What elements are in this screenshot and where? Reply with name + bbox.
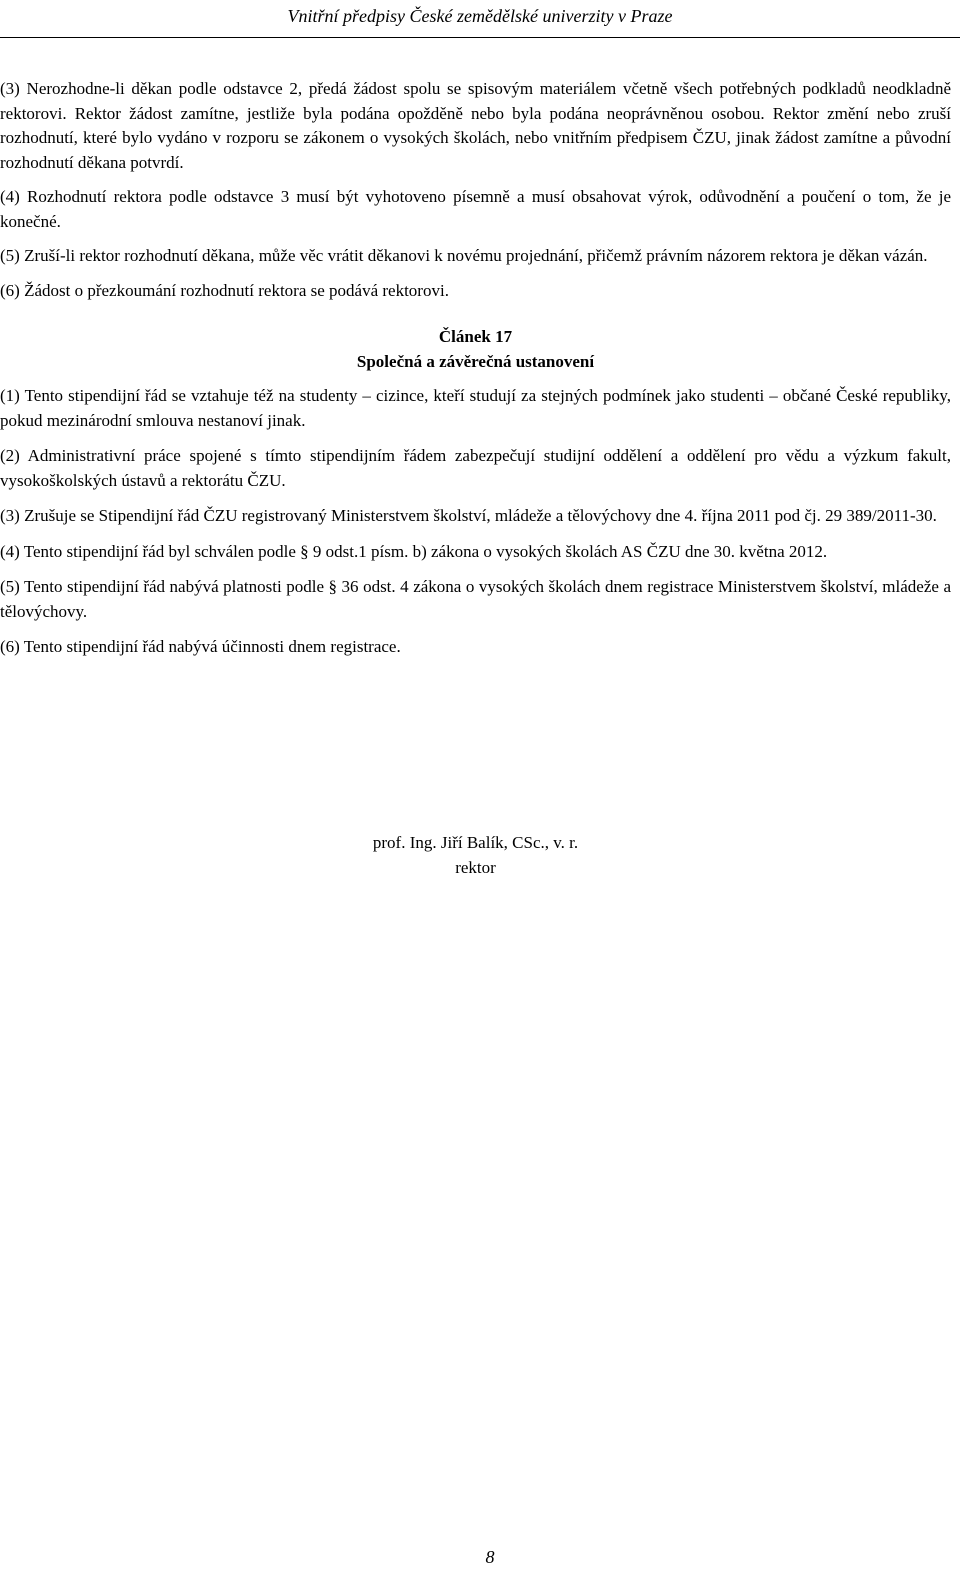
article-paragraph-2: (2) Administrativní práce spojené s tímto stipendijním řádem zabezpečují studijní oddělení a oddělení pro vědu a výzkum fakult, vysokoškolských ústavů a rektorátu ČZU. [0, 446, 951, 490]
article-number: Článek 17 [438, 327, 513, 346]
paragraph-4: (4) Rozhodnutí rektora podle odstavce 3 musí být vyhotoveno písemně a musí obsahovat výrok, odůvodnění a poučení o tom, že je konečné. [0, 187, 951, 231]
article-paragraph-6: (6) Tento stipendijní řád nabývá účinnosti dnem registrace. [0, 637, 401, 656]
article-heading [0, 325, 951, 374]
article-paragraph-3: (3) Zrušuje se Stipendijní řád ČZU registrovaný Ministerstvem školství, mládeže a tělovýchovy dne 4. října 2011 pod čj. 29 389/2011-30. [0, 506, 937, 525]
header-divider [0, 37, 960, 38]
signature-block [0, 831, 951, 880]
page-header [0, 0, 960, 38]
article-title: Společná a závěrečná ustanovení [356, 351, 595, 371]
header-title: Vnitřní předpisy České zemědělské univerzity v Praze [287, 6, 673, 26]
page-number: 8 [485, 1547, 495, 1567]
paragraph-6: (6) Žádost o přezkoumání rozhodnutí rektora se podává rektorovi. [0, 280, 449, 300]
signatory-role: rektor [455, 857, 496, 877]
article-paragraph-1: (1) Tento stipendijní řád se vztahuje též na studenty – cizince, kteří studují za stejných podmínek jako studenti – občané České republiky, pokud mezinárodní smlouva nestanoví jinak. [0, 386, 951, 430]
paragraph-3: (3) Nerozhodne-li děkan podle odstavce 2, předá žádost spolu se spisovým materiálem včetně všech potřebných podkladů neodkladně rektorovi. Rektor žádost zamítne, jestliže byla podána opožděně nebo byla podána neoprávněnou osobou. Rektor změní nebo zruší rozhodnutí, které bylo vydáno v rozporu se zákonem o vysokých školách, nebo vnitřním předpisem ČZU, jinak žádost zamítne a původní rozhodnutí děkana potvrdí. [0, 79, 951, 172]
signatory-name: prof. Ing. Jiří Balík, CSc., v. r. [372, 833, 579, 852]
article-paragraph-5: (5) Tento stipendijní řád nabývá platnosti podle § 36 odst. 4 zákona o vysokých školách dnem registrace Ministerstvem školství, mládeže a tělovýchovy. [0, 577, 951, 621]
article-paragraph-4: (4) Tento stipendijní řád byl schválen podle § 9 odst.1 písm. b) zákona o vysokých školách AS ČZU dne 30. května 2012. [0, 541, 828, 561]
paragraph-5: (5) Zruší-li rektor rozhodnutí děkana, může věc vrátit děkanovi k novému projednání, přičemž právním názorem rektora je děkan vázán. [0, 246, 928, 265]
document-body [0, 77, 951, 671]
